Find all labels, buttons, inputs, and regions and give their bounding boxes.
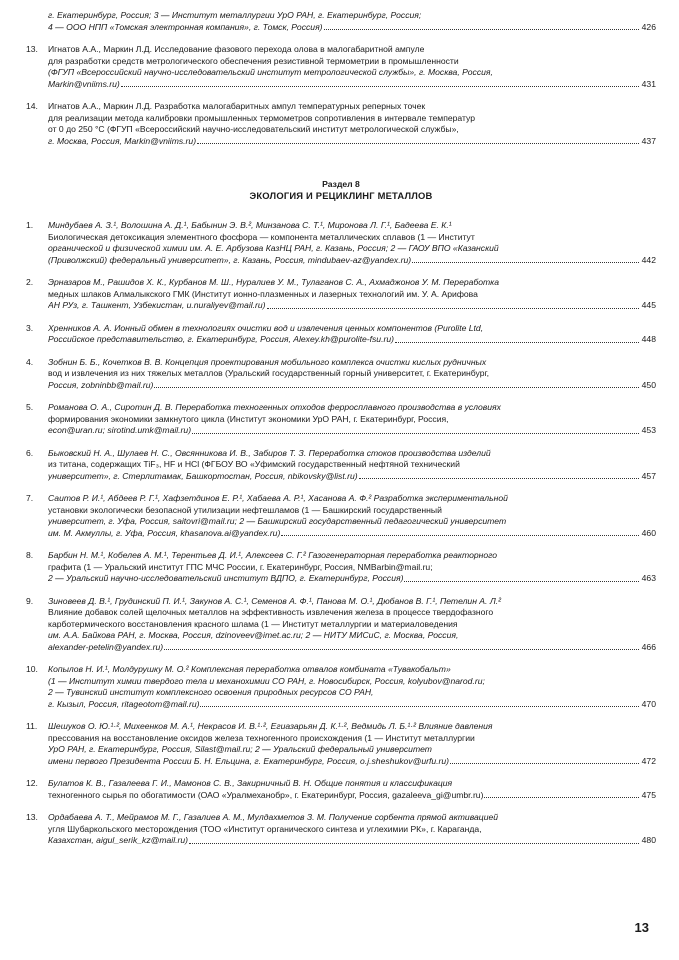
- toc-entry: [26, 493, 656, 539]
- page-number: 13: [634, 920, 649, 935]
- entry-line: угля Шубаркольского месторождения (ТОО «Институт органического синтеза и углехимии РК», г. Караганда,: [48, 823, 482, 834]
- entry-page-number: 453: [641, 425, 656, 435]
- entry-line: УрО РАН, г. Екатеринбург, Россия, Silast@mail.ru; 2 — Уральский федеральный университет: [48, 744, 432, 754]
- dot-leader: [450, 763, 639, 764]
- entry-line: из титана, содержащих TiF₃, HF и HCl (ФГБОУ ВО «Уфимский государственный нефтяной технический: [48, 459, 460, 469]
- entry-line: г. Москва, Россия, Markin@vniims.ru): [48, 135, 197, 146]
- entry-line: им. М. Акмуллы, г. Уфа, Россия, khasanova.ai@yandex.ru): [48, 527, 281, 538]
- entry-number: 10.: [26, 664, 38, 674]
- entry-last-line: [48, 300, 656, 312]
- entry-number: 6.: [26, 447, 34, 458]
- entry-body: [48, 357, 656, 392]
- entry-line: econ@uran.ru; sirotind.umk@mail.ru): [48, 425, 192, 435]
- dot-leader: [200, 706, 638, 707]
- entry-number: 5.: [26, 402, 34, 412]
- entry-number: 11.: [26, 721, 38, 731]
- entry-body: [48, 323, 656, 346]
- entry-line: Хренников А. А. Ионный обмен в технологиях очистки вод и извлечения ценных компонентов (Purolite Ltd,: [48, 322, 484, 333]
- dot-leader: [267, 308, 639, 309]
- entry-number: 9.: [26, 595, 34, 606]
- entry-body: [48, 778, 656, 801]
- table-of-contents: [26, 10, 656, 847]
- entry-body: [48, 596, 656, 654]
- dot-leader: [359, 478, 639, 479]
- entry-line: Зобнин Б. Б., Кочетков В. В. Концепция проектирования мобильного комплекса очистки кислых рудничных: [48, 356, 487, 367]
- entry-last-line: [48, 22, 656, 34]
- entry-body: [48, 550, 656, 585]
- section-heading: [26, 179, 656, 202]
- entry-line: (1 — Институт химии твердого тела и механохимии СО РАН, г. Новосибирск, Россия, kolyubov@narod.ru;: [48, 675, 485, 686]
- entry-body: [48, 44, 656, 90]
- entry-line: органической и физической химии им. А. Е. Арбузова КазНЦ РАН, г. Казань, Россия; 2 — ГАОУ ВПО «Казанский: [48, 243, 499, 253]
- entry-line: Саитов Р. И.¹, Абдеев Р. Г.¹, Хафзетдинов Е. Р.¹, Хабаева А. Р.¹, Хасанова А. Ф.² Разработка экспериментальной: [48, 493, 508, 503]
- entry-line: (Приволжский) федеральный университет», г. Казань, Россия, mindubaev-az@yandex.ru): [48, 254, 412, 265]
- entry-last-line: [48, 835, 656, 847]
- entry-last-line: [48, 790, 656, 802]
- dot-leader: [189, 843, 639, 844]
- entry-line: техногенного сырья по обогатимости (ОАО «Уралмеханобр», г. Екатеринбург, Россия, gazaleeva_gi@umbr.ru): [48, 789, 484, 800]
- entry-line: им. А.А. Байкова РАН, г. Москва, Россия, dzinoveev@imet.ac.ru; 2 — НИТУ МИСиС, г. Москва, Россия,: [48, 630, 459, 640]
- toc-entry: [26, 721, 656, 767]
- entry-page-number: 448: [641, 334, 656, 344]
- entry-body: [48, 493, 656, 539]
- entry-page-number: 431: [641, 78, 656, 89]
- entry-last-line: [48, 79, 656, 91]
- entry-body: [48, 721, 656, 767]
- toc-list-previous-section: [26, 10, 656, 147]
- dot-leader: [324, 29, 639, 30]
- entry-page-number: 463: [641, 573, 656, 583]
- entry-line: Влияние добавок солей щелочных металлов на эффективность извлечения железа в процессе твердофазного: [48, 607, 494, 617]
- entry-page-number: 442: [641, 254, 656, 265]
- entry-number: 12.: [26, 778, 38, 788]
- entry-line: графита (1 — Уральский институт ГПС МЧС России, г. Екатеринбург, Россия, NMBarbin@mail.ru;: [48, 561, 433, 572]
- entry-number: 1.: [26, 220, 34, 230]
- dot-leader: [154, 387, 638, 388]
- entry-line: вод и извлечения из них тяжелых металлов (Уральский государственный горный университет, г. Екатеринбург,: [48, 368, 489, 378]
- entry-last-line: [48, 255, 656, 267]
- toc-entry: [26, 220, 656, 266]
- entry-number: 13.: [26, 44, 38, 54]
- entry-page-number: 445: [641, 300, 656, 310]
- toc-entry: [26, 664, 656, 710]
- dot-leader: [197, 143, 639, 144]
- entry-line: Барбин Н. М.¹, Кобелев А. М.¹, Терентьев Д. И.¹, Алексеев С. Г.² Газогенераторная переработка реакторного: [48, 550, 498, 560]
- toc-entry: [26, 357, 656, 392]
- entry-line: имени первого Президента России Б. Н. Ельцина, г. Екатеринбург, Россия, o.j.sheshukov@urfu.ru): [48, 755, 450, 766]
- entry-number: 14.: [26, 101, 38, 111]
- entry-line: Быковский Н. А., Шулаев Н. С., Овсянникова И. В., Забиров Т. З. Переработка стоков производства изделий: [48, 447, 491, 458]
- toc-list-section-8: [26, 220, 656, 847]
- entry-last-line: [48, 573, 656, 585]
- entry-line: Игнатов А.А., Маркин Л.Д. Разработка малогабаритных ампул температурных реперных точек: [48, 101, 426, 111]
- entry-line: прессования на восстановление оксидов железа техногенного происхождения (1 — Институт металлургии: [48, 732, 475, 743]
- entry-page-number: 450: [641, 379, 656, 390]
- entry-page-number: 475: [641, 789, 656, 800]
- entry-number: 8.: [26, 550, 34, 560]
- entry-page-number: 460: [641, 527, 656, 538]
- entry-page-number: 466: [641, 641, 656, 652]
- entry-line: для разработки средств метрологического обеспечения резистивной термометрии в промышленности: [48, 55, 459, 66]
- section-title: ЭКОЛОГИЯ И РЕЦИКЛИНГ МЕТАЛЛОВ: [249, 190, 433, 201]
- entry-line: Романова О. А., Сиротин Д. В. Переработка техногенных отходов ферросплавного производства в условиях: [48, 402, 501, 412]
- entry-line: Миндубаев А. З.¹, Волошина А. Д.¹, Бабынин Э. В.², Минзанова С. Т.¹, Миронова Л. Г.¹, Бадеева Е. К.¹: [48, 220, 452, 230]
- toc-entry: [26, 596, 656, 654]
- entry-body: [48, 220, 656, 266]
- section-label: Раздел 8: [322, 179, 360, 189]
- entry-last-line: [48, 699, 656, 711]
- entry-page-number: 437: [641, 135, 656, 146]
- entry-line: формирования экономики замкнутого цикла (Институт экономики УрО РАН, г. Екатеринбург, Россия,: [48, 413, 449, 424]
- entry-last-line: [48, 136, 656, 148]
- entry-body: [48, 812, 656, 847]
- entry-line: Markin@vniims.ru): [48, 78, 120, 89]
- entry-body: [48, 664, 656, 710]
- entry-number: 13.: [26, 812, 38, 822]
- toc-entry: [26, 402, 656, 437]
- entry-line: Российское представительство, г. Екатеринбург, Россия, Alexey.kh@purolite-fsu.ru): [48, 334, 394, 344]
- toc-entry: [26, 812, 656, 847]
- toc-entry: [26, 778, 656, 801]
- entry-line: Россия, zobninbb@mail.ru): [48, 379, 154, 390]
- toc-entry: [26, 448, 656, 483]
- entry-line: г. Екатеринбург, Россия; 3 — Институт металлургии УрО РАН, г. Екатеринбург, Россия;: [48, 10, 422, 20]
- entry-line: 4 — ООО НПП «Томская электронная компания», г. Томск, Россия): [48, 21, 323, 32]
- entry-line: г. Кызыл, Россия, ritageotom@mail.ru): [48, 698, 200, 709]
- entry-page-number: 426: [641, 21, 656, 32]
- dot-leader: [164, 649, 639, 650]
- entry-page-number: 480: [641, 835, 656, 845]
- entry-line: университет», г. Стерлитамак, Башкортостан, Россия, nbikovsky@list.ru): [48, 470, 358, 481]
- dot-leader: [395, 342, 639, 343]
- entry-line: АН РУз, г. Ташкент, Узбекистан, u.nuraliyev@mail.ru): [48, 300, 266, 310]
- toc-entry: [26, 101, 656, 147]
- dot-leader: [484, 797, 638, 798]
- entry-last-line: [48, 425, 656, 437]
- dot-leader: [412, 262, 639, 263]
- entry-page-number: 472: [641, 755, 656, 766]
- dot-leader: [281, 535, 638, 536]
- entry-line: Копылов Н. И.¹, Молдурушку М. О.² Комплексная переработка отвалов комбината «Тувакобальт»: [48, 664, 451, 674]
- entry-line: Казахстан, aigul_serik_kz@mail.ru): [48, 835, 189, 845]
- toc-entry: [26, 550, 656, 585]
- entry-body: [48, 448, 656, 483]
- entry-body: [48, 10, 656, 33]
- entry-line: для реализации метода калибровки промышленных термометров сопротивления в интервале температур: [48, 112, 476, 123]
- toc-entry: [26, 10, 656, 33]
- entry-last-line: [48, 334, 656, 346]
- entry-line: Эрназаров М., Рашидов Х. К., Курбанов М. Ш., Нуралиев У. М., Тулаганов С. А., Ахмаджонов У. М. Переработка: [48, 277, 500, 287]
- toc-entry: [26, 277, 656, 312]
- dot-leader: [121, 86, 639, 87]
- entry-page-number: 470: [641, 698, 656, 709]
- entry-number: 4.: [26, 356, 34, 367]
- entry-line: Зиновеев Д. В.¹, Грудинский П. И.¹, Закунов А. С.¹, Семенов А. Ф.¹, Панова М. О.¹, Дюбанов В. Г.¹, Петелин А. Л.²: [48, 595, 501, 606]
- entry-line: Шешуков О. Ю.¹·², Михеенков М. А.¹, Некрасов И. В.¹·², Егиазарьян Д. К.¹·², Ведмидь Л. Б.¹·² Влияние давления: [48, 721, 493, 731]
- entry-line: Биологическая детоксикация элементного фосфора — компонента металлических сплавов (1 — Институт: [48, 231, 475, 242]
- entry-line: медных шлаков Алмалыкского ГМК (Институт ионно-плазменных и лазерных технологий им. У. А. Арифова: [48, 288, 478, 299]
- entry-line: 2 — Тувинский институт комплексного освоения природных ресурсов СО РАН,: [48, 687, 374, 697]
- entry-number: 7.: [26, 493, 34, 503]
- entry-line: 2 — Уральский научно-исследовательский институт ВДПО, г. Екатеринбург, Россия): [48, 573, 404, 583]
- dot-leader: [192, 433, 639, 434]
- entry-line: alexander-petelin@yandex.ru): [48, 641, 164, 652]
- entry-number: 2.: [26, 277, 34, 287]
- entry-body: [48, 402, 656, 437]
- entry-number: 3.: [26, 322, 34, 333]
- toc-entry: [26, 44, 656, 90]
- entry-line: Ордабаева А. Т., Мейрамов М. Г., Газалиев А. М., Мулдахметов З. М. Получение сорбента прямой активацией: [48, 812, 499, 822]
- entry-line: от 0 до 250 °C (ФГУП «Всероссийский научно-исследовательский институт метрологической службы»,: [48, 124, 459, 134]
- entry-line: Игнатов А.А., Маркин Л.Д. Исследование фазового перехода олова в малогабаритной ампуле: [48, 44, 425, 54]
- entry-body: [48, 101, 656, 147]
- entry-line: карботермического восстановления красного шлама (1 — Институт металлургии и материаловедения: [48, 618, 458, 629]
- entry-last-line: [48, 528, 656, 540]
- entry-page-number: 457: [641, 470, 656, 481]
- entry-line: (ФГУП «Всероссийский научно-исследовательский институт метрологической службы», г. Москва, Россия,: [48, 67, 493, 77]
- entry-line: Булатов К. В., Газалеева Г. И., Мамонов С. В., Закирничный В. Н. Общие понятия и классификация: [48, 778, 453, 788]
- entry-last-line: [48, 756, 656, 768]
- dot-leader: [404, 581, 638, 582]
- entry-last-line: [48, 471, 656, 483]
- entry-line: университет, г. Уфа, Россия, saitovri@mail.ru; 2 — Башкирский государственный педагогический университет: [48, 516, 507, 526]
- entry-line: установки экологически безопасной утилизации нефтешламов (1 — Башкирский государственный: [48, 504, 442, 515]
- entry-last-line: [48, 380, 656, 392]
- entry-last-line: [48, 642, 656, 654]
- entry-body: [48, 277, 656, 312]
- toc-entry: [26, 323, 656, 346]
